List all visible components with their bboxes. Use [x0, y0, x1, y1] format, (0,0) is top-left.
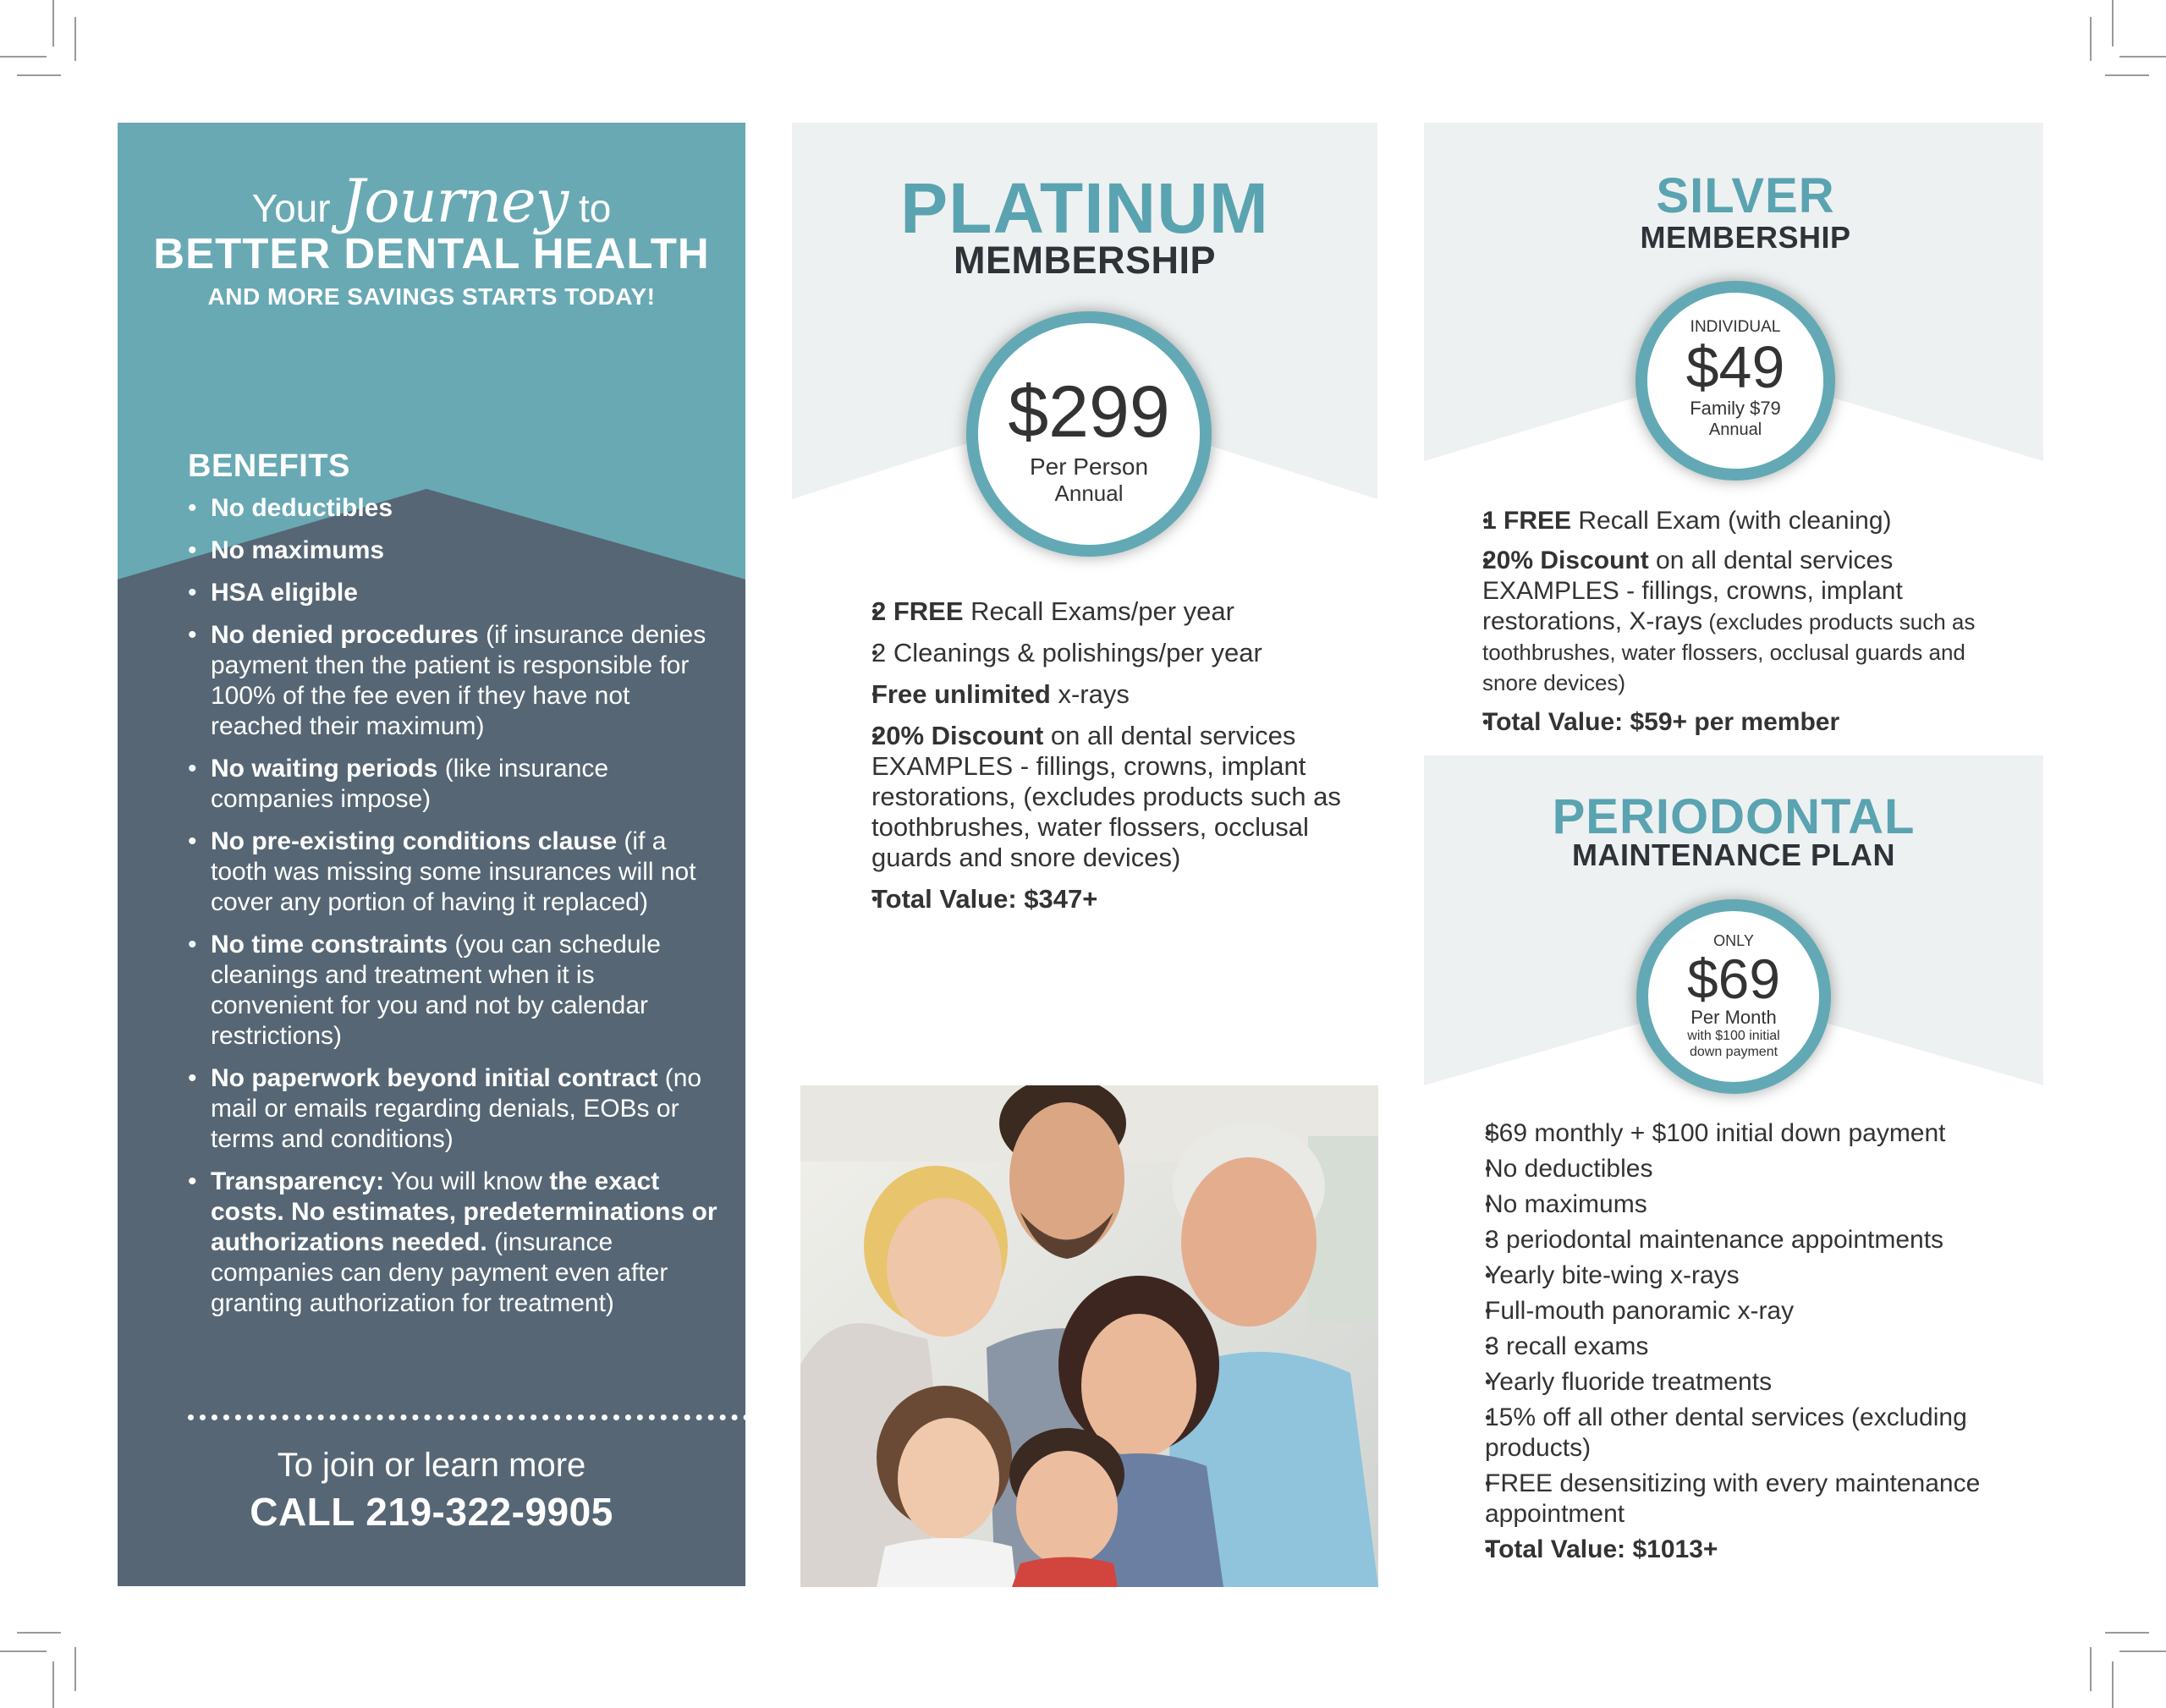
crop-mark: [2090, 17, 2092, 61]
platinum-price-per-person: Per Person: [1029, 453, 1149, 480]
benefit-item: • No paperwork beyond initial contract (no mail or emails regarding denials, EOBs or terms and conditions): [188, 1063, 721, 1155]
periodontal-title: PERIODONTAL: [1552, 789, 1916, 844]
crop-mark: [2112, 0, 2114, 47]
periodontal-price-down-2: down payment: [1689, 1045, 1778, 1059]
benefit-item: • No time constraints (you can schedule cleanings and treatment when it is convenient for you and not by calendar restrictions): [188, 930, 721, 1052]
silver-feature: • 1 FREE Recall Exam (with cleaning): [1461, 506, 2020, 536]
crop-mark: [2090, 1647, 2092, 1691]
silver-price: $49: [1685, 334, 1785, 400]
silver-subtitle: MEMBERSHIP: [1640, 220, 1851, 255]
benefit-item: • HSA eligible: [188, 578, 721, 608]
crop-mark: [2105, 1632, 2149, 1634]
platinum-feature: • 2 Cleanings & polishings/per year: [850, 638, 1358, 668]
dotted-divider: [188, 1414, 745, 1420]
headline: BETTER DENTAL HEALTH: [153, 229, 710, 277]
crop-mark: [0, 1650, 47, 1652]
benefit-item: • Transparency: You will know the exact costs. No estimates, predeterminations or authorizations needed. (insurance companies can deny payment even after granting authorization for treatment): [188, 1167, 721, 1319]
platinum-feature: • Free unlimited x-rays: [850, 679, 1358, 710]
crop-mark: [52, 1661, 54, 1708]
crop-mark: [17, 74, 61, 76]
periodontal-feature: • $69 monthly + $100 initial down payment: [1463, 1118, 2021, 1149]
periodontal-feature: • Yearly fluoride treatments: [1463, 1367, 2021, 1398]
family-photo-illustration: [800, 1085, 1378, 1587]
platinum-price: $299: [1008, 371, 1170, 453]
silver-price-family: Family $79: [1690, 398, 1781, 419]
journey-heading: Your Journey to: [251, 167, 612, 236]
periodontal-total: • Total Value: $1013+: [1463, 1535, 2021, 1565]
platinum-subtitle: MEMBERSHIP: [953, 239, 1217, 282]
crop-mark: [74, 17, 76, 61]
silver-price-badge: [1635, 281, 1835, 481]
silver-feature: • 20% Discount on all dental services EXAMPLES - fillings, crowns, implant restorations, X-rays (excludes products such as toothbrushes, water flossers, occlusal guards and snore devices): [1461, 546, 2020, 698]
platinum-title: PLATINUM: [900, 168, 1269, 248]
crop-mark: [2119, 1650, 2166, 1652]
benefits-panel: [118, 123, 745, 1586]
periodontal-feature: • Yearly bite-wing x-rays: [1463, 1260, 2021, 1291]
benefits-title: BENEFITS: [188, 448, 350, 484]
platinum-feature: • 2 FREE Recall Exams/per year: [850, 596, 1358, 627]
benefits-list: [188, 493, 721, 1331]
crop-mark: [52, 0, 54, 47]
silver-features-list: [1461, 506, 2020, 747]
periodontal-price-badge: [1636, 899, 1831, 1094]
periodontal-feature: • 15% off all other dental services (excluding products): [1463, 1403, 2021, 1464]
platinum-feature: • Total Value: $347+: [850, 884, 1358, 914]
benefit-item: • No denied procedures (if insurance denies payment then the patient is responsible for 100% of the fee even if they have not reached their maximum): [188, 620, 721, 742]
benefit-item: • No pre-existing conditions clause (if a tooth was missing some insurances will not cover any portion of having it replaced): [188, 827, 721, 918]
silver-price-annual: Annual: [1708, 420, 1762, 439]
periodontal-price: $69: [1686, 947, 1781, 1010]
benefit-item: • No deductibles: [188, 493, 721, 524]
join-text: To join or learn more: [277, 1447, 586, 1484]
periodontal-features-list: [1463, 1118, 2021, 1570]
benefit-item: • No maximums: [188, 535, 721, 566]
platinum-price-annual: Annual: [1054, 481, 1124, 506]
crop-mark: [2112, 1661, 2114, 1708]
family-photo: [800, 1085, 1378, 1587]
silver-price-individual: INDIVIDUAL: [1690, 318, 1781, 336]
periodontal-price-per-month: Per Month: [1690, 1007, 1777, 1028]
crop-mark: [17, 1632, 61, 1634]
crop-mark: [2105, 74, 2149, 76]
subheadline: AND MORE SAVINGS STARTS TODAY!: [207, 283, 656, 310]
periodontal-feature: • FREE desensitizing with every maintenance appointment: [1463, 1469, 2021, 1530]
silver-title: SILVER: [1656, 168, 1835, 223]
periodontal-subtitle: MAINTENANCE PLAN: [1572, 838, 1895, 872]
journey-script-word: Journey: [341, 167, 569, 236]
crop-mark: [0, 56, 47, 58]
crop-mark: [74, 1647, 76, 1691]
periodontal-feature: • No maximums: [1463, 1189, 2021, 1220]
periodontal-price-down-1: with $100 initial: [1687, 1029, 1780, 1043]
periodontal-feature: • Full-mouth panoramic x-ray: [1463, 1296, 2021, 1326]
platinum-price-badge: [966, 311, 1212, 557]
call-phone-number[interactable]: CALL 219-322-9905: [250, 1490, 613, 1534]
periodontal-feature: • No deductibles: [1463, 1154, 2021, 1184]
crop-mark: [2119, 56, 2166, 58]
benefit-item: • No waiting periods (like insurance companies impose): [188, 754, 721, 815]
periodontal-feature: • 3 periodontal maintenance appointments: [1463, 1225, 2021, 1255]
platinum-features-list: [850, 596, 1358, 925]
periodontal-feature: • 3 recall exams: [1463, 1332, 2021, 1362]
platinum-feature: • 20% Discount on all dental services EXAMPLES - fillings, crowns, implant restorations, (excludes products such as toothbrushes, water flossers, occlusal guards and snore devices): [850, 721, 1358, 873]
periodontal-price-only: ONLY: [1713, 932, 1754, 949]
silver-feature: • Total Value: $59+ per member: [1461, 707, 2020, 738]
